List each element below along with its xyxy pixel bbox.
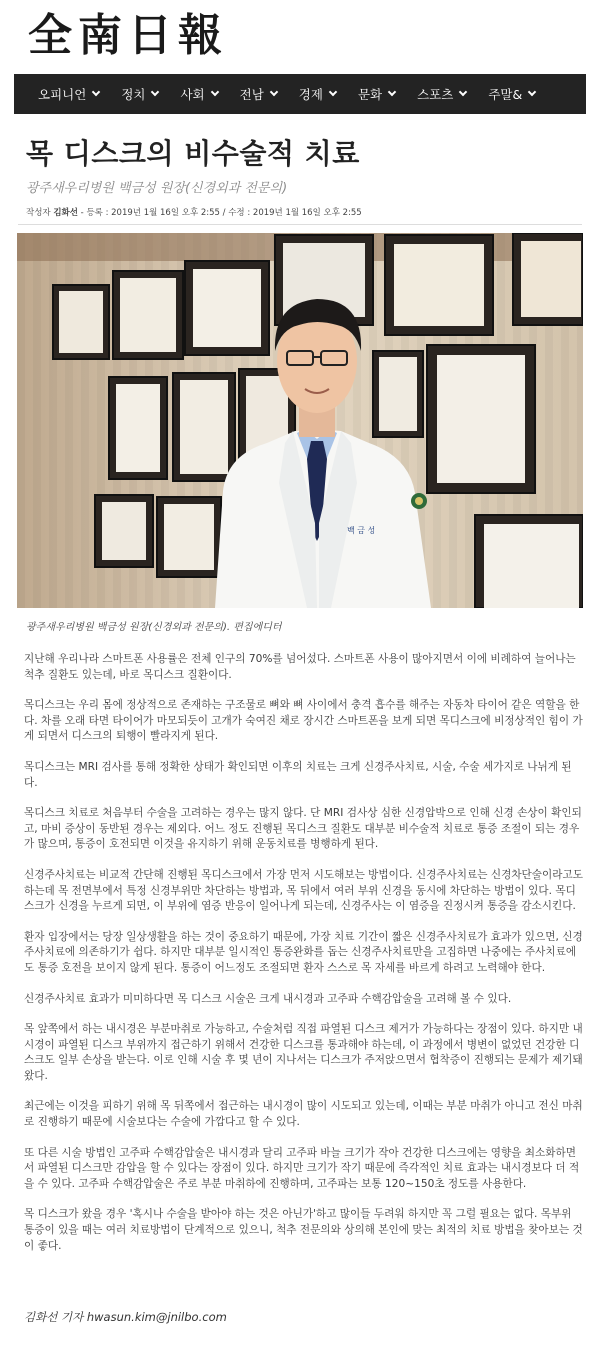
main-navigation bbox=[14, 74, 586, 114]
meta-dates: - 등록 : 2019년 1월 16일 오후 2:55 / 수정 : 2019년 1월 16일 오후 2:55 bbox=[77, 208, 362, 218]
chevron-down-icon bbox=[528, 88, 536, 96]
chevron-down-icon bbox=[388, 88, 396, 96]
nav-item-economy[interactable] bbox=[299, 85, 336, 103]
meta-author-label: 작성자 bbox=[26, 208, 54, 218]
nav-item-politics[interactable] bbox=[121, 85, 158, 103]
article-photo bbox=[17, 233, 583, 608]
article-subtitle: 광주새우리병원 백금성 원장(신경외과 전문의) bbox=[26, 181, 288, 196]
article-paragraph: 목 앞쪽에서 하는 내시경은 부분마취로 가능하고, 수술처럼 직접 파열된 디스크 제거가 가능하다는 장점이 있다. 하지만 내시경이 파열된 디스크 부위까지 접근하기 위해서 건강한 디스크를 통과해야 하는데, 이 과정에서 병변이 없었던 건강한 디스크도 일부 손상을 받는다. 이로 인해 시술 후 몇 년이 지나서는 디스크가 주저앉으면서 협착증이 진행되는 문제가 제기돼 왔다. bbox=[24, 1023, 583, 1082]
chevron-down-icon bbox=[459, 88, 467, 96]
nav-label: 문화 bbox=[357, 87, 383, 102]
article-byline: 김화선 기자 hwasun.kim@jnilbo.com bbox=[24, 1310, 227, 1324]
article-paragraph: 목디스크는 우리 몸에 정상적으로 존재하는 구조물로 뼈와 뼈 사이에서 충격 흡수를 해주는 자동차 타이어 같은 역할을 한다. 차를 오래 타면 타이어가 마모되듯이 고개가 숙여진 채로 장시간 스마트폰을 보게 되면 목디스크에 비정상적인 힘이 가게 되면서 디스크의 퇴행이 빨라지게 된다. bbox=[24, 699, 583, 743]
masthead-title: 全南日報 bbox=[28, 10, 228, 61]
nav-label: 오피니언 bbox=[38, 87, 87, 102]
article-paragraph: 목 디스크가 왔을 경우 '혹시나 수술을 받아야 하는 것은 아닌가'하고 많이들 두려워 하지만 꼭 그럴 필요는 없다. 목부위 통증이 있을 때는 여러 치료방법이 단계적으로 있으니, 척추 전문의와 상의해 본인에 맞는 최적의 치료 방법을 찾아보는 것이 좋다. bbox=[24, 1208, 583, 1252]
article-paragraph: 신경주사치료 효과가 미미하다면 목 디스크 시술은 크게 내시경과 고주파 수핵감압술을 고려해 볼 수 있다. bbox=[24, 992, 512, 1005]
article-paragraph: 지난해 우리나라 스마트폰 사용률은 전체 인구의 70%를 넘어섰다. 스마트폰 사용이 많아지면서 이에 비례하여 늘어나는 척추 질환도 있는데, 바로 목디스크 질환이다. bbox=[24, 653, 576, 681]
chevron-down-icon bbox=[270, 88, 278, 96]
article-title: 목 디스크의 비수술적 치료 bbox=[26, 137, 360, 170]
nav-label: 정치 bbox=[121, 87, 146, 102]
photo-caption: 광주새우리병원 백금성 원장(신경외과 전문의). 편집에디터 bbox=[26, 622, 282, 633]
nav-label: 경제 bbox=[298, 87, 323, 102]
chevron-down-icon bbox=[329, 88, 337, 96]
meta-author[interactable]: 김화선 bbox=[53, 208, 78, 218]
nav-label: 전남 bbox=[239, 87, 264, 102]
nav-label: 사회 bbox=[180, 87, 205, 102]
nav-item-sports[interactable] bbox=[417, 85, 466, 103]
divider bbox=[18, 224, 582, 225]
coat-name-badge: 백 금 성 bbox=[347, 526, 376, 535]
nav-item-opinion[interactable] bbox=[38, 85, 99, 103]
nav-item-weekend[interactable] bbox=[488, 85, 535, 103]
nav-item-society[interactable] bbox=[180, 85, 217, 103]
nav-item-culture[interactable] bbox=[358, 85, 395, 103]
article-paragraph: 또 다른 시술 방법인 고주파 수핵감압술은 내시경과 달리 고주파 바늘 크기가 작아 건강한 디스크에는 영향을 최소화하면서 파열된 디스크만 감압을 할 수 있다는 장점이 있다. 하지만 크기가 작기 때문에 즉각적인 치료 효과는 내시경보다 더 적을 수 있다. 고주파 수핵감압술은 주로 부분 마취하에 진행하며, 고주파는 보통 120~150초 정도를 사용한다. bbox=[24, 1146, 580, 1190]
nav-item-jeonnam[interactable] bbox=[240, 85, 277, 103]
article-meta bbox=[26, 206, 362, 218]
chevron-down-icon bbox=[92, 88, 100, 96]
nav-label: 주말& bbox=[488, 87, 523, 102]
chevron-down-icon bbox=[151, 88, 159, 96]
article-paragraph: 환자 입장에서는 당장 일상생활을 하는 것이 중요하기 때문에, 가장 치료 기간이 짧은 신경주사치료가 효과가 있으면, 신경주사치료에 의존하기가 쉽다. 하지만 대부분 일시적인 통증완화를 돕는 신경주사치료만을 고집하면 나중에는 주사치료에도 통증 호전을 보이지 않게 된다. 통증이 어느정도 조절되면 환자 스스로 목 자세를 바르게 하려고 노력해야 한다. bbox=[24, 930, 583, 974]
nav-label: 스포츠 bbox=[417, 87, 454, 102]
newspaper-logo[interactable] bbox=[28, 10, 228, 62]
article-paragraph: 신경주사치료는 비교적 간단해 진행된 목디스크에서 가장 먼저 시도해보는 방법이다. 신경주사치료는 신경차단술이라고도 하는데 목 전면부에서 특정 신경부위만 차단하는 방법과, 목 뒤에서 여러 부위 신경을 동시에 차단하는 방법이 있다. 목디스크가 신경을 누르게 되면, 이 부위에 염증 반응이 일어나게 되는데, 신경주사는 이 염증을 진정시켜 통증을 감소시킨다. bbox=[24, 868, 583, 913]
article-body bbox=[24, 652, 584, 1269]
article-paragraph: 최근에는 이것을 피하기 위해 목 뒤쪽에서 접근하는 내시경이 많이 시도되고 있는데, 이때는 부분 마취가 아니고 전신 마취로 진행하기 때문에 시술보다는 수술에 가깝다고 할 수 있다. bbox=[24, 1100, 583, 1129]
article-paragraph: 목디스크 치료로 처음부터 수술을 고려하는 경우는 많지 않다. 단 MRI 검사상 심한 신경압박으로 인해 신경 손상이 확인되고, 마비 증상이 동반된 경우는 제외다. 어느 정도 진행된 목디스크 질환도 대부분 비수술적 치료로 통증 조절이 되는 경우가 많으며, 통증이 호전되면 이것을 유지하기 위해 운동치료를 병행하게 된다. bbox=[24, 807, 582, 851]
chevron-down-icon bbox=[210, 88, 218, 96]
article-paragraph: 목디스크는 MRI 검사를 통해 정확한 상태가 확인되면 이후의 치료는 크게 신경주사치료, 시술, 수술 세가지로 나뉘게 된다. bbox=[24, 760, 572, 789]
